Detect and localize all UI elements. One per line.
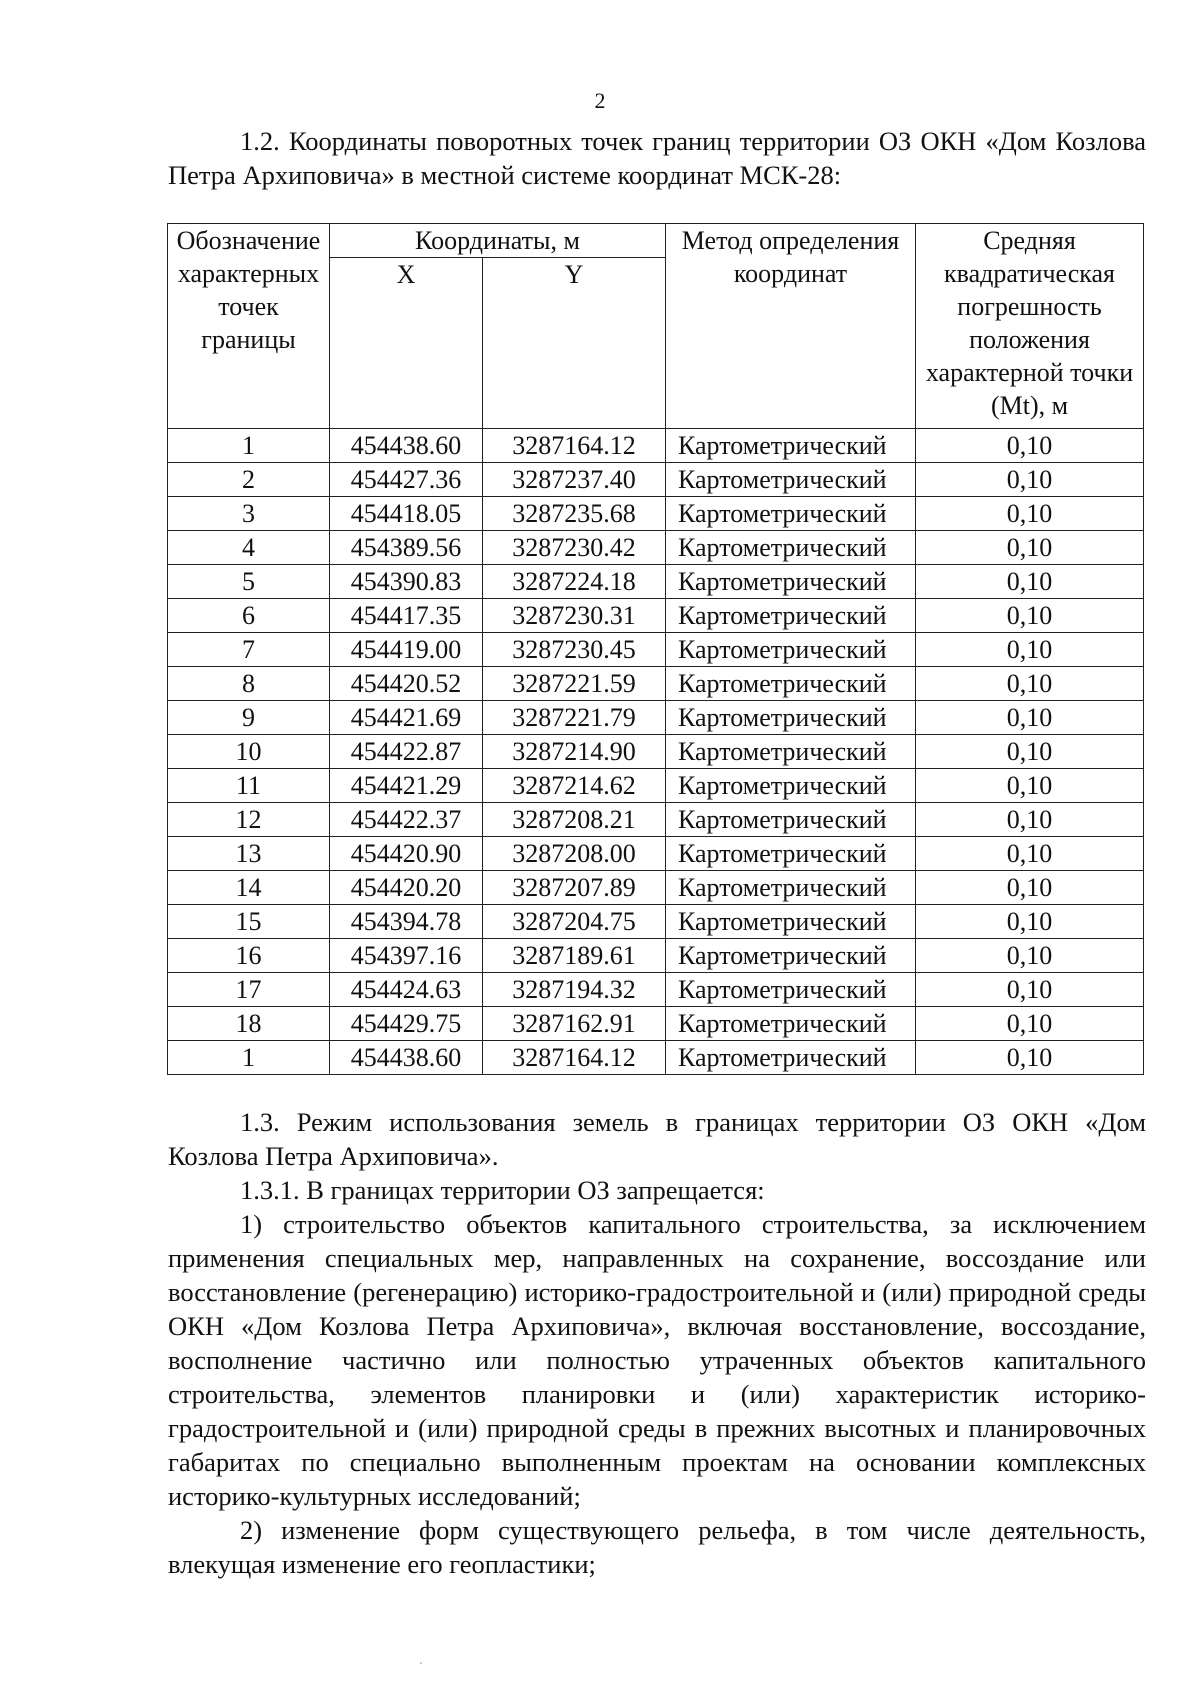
cell-y: 3287230.42 — [483, 531, 666, 565]
table-row — [168, 497, 1144, 531]
cell-y: 3287164.12 — [483, 429, 666, 463]
table-row — [168, 429, 1144, 463]
cell-x: 454420.20 — [330, 871, 483, 905]
cell-y: 3287207.89 — [483, 871, 666, 905]
table-row — [168, 599, 1144, 633]
table-body — [168, 429, 1144, 1075]
cell-x: 454424.63 — [330, 973, 483, 1007]
cell-y: 3287230.45 — [483, 633, 666, 667]
cell-x: 454438.60 — [330, 1041, 483, 1075]
cell-method: Картометрический — [666, 599, 916, 633]
cell-x: 454429.75 — [330, 1007, 483, 1041]
cell-x: 454418.05 — [330, 497, 483, 531]
cell-x: 454427.36 — [330, 463, 483, 497]
coordinates-table — [167, 223, 1144, 1075]
cell-y: 3287221.59 — [483, 667, 666, 701]
cell-method: Картометрический — [666, 769, 916, 803]
cell-y: 3287164.12 — [483, 1041, 666, 1075]
cell-point: 12 — [168, 803, 330, 837]
table-row — [168, 633, 1144, 667]
cell-y: 3287162.91 — [483, 1007, 666, 1041]
header-coordinates: Координаты, м — [330, 224, 666, 258]
cell-method: Картометрический — [666, 939, 916, 973]
table-row — [168, 769, 1144, 803]
table-row — [168, 837, 1144, 871]
cell-point: 10 — [168, 735, 330, 769]
cell-point: 11 — [168, 769, 330, 803]
cell-x: 454422.87 — [330, 735, 483, 769]
table-row — [168, 565, 1144, 599]
cell-method: Картометрический — [666, 667, 916, 701]
cell-x: 454419.00 — [330, 633, 483, 667]
cell-method: Картометрический — [666, 1007, 916, 1041]
table-row — [168, 1007, 1144, 1041]
cell-y: 3287208.00 — [483, 837, 666, 871]
cell-y: 3287204.75 — [483, 905, 666, 939]
cell-error: 0,10 — [916, 497, 1144, 531]
cell-y: 3287237.40 — [483, 463, 666, 497]
prohibition-item-2: 2) изменение форм существующего рельефа, в том числе деятельность, влекущая изменение его геопластики; — [168, 1515, 1146, 1579]
header-x: X — [330, 258, 483, 429]
cell-point: 16 — [168, 939, 330, 973]
cell-error: 0,10 — [916, 905, 1144, 939]
cell-y: 3287221.79 — [483, 701, 666, 735]
table-row — [168, 905, 1144, 939]
cell-error: 0,10 — [916, 1041, 1144, 1075]
cell-x: 454420.52 — [330, 667, 483, 701]
cell-point: 6 — [168, 599, 330, 633]
cell-x: 454421.69 — [330, 701, 483, 735]
cell-error: 0,10 — [916, 837, 1144, 871]
cell-point: 18 — [168, 1007, 330, 1041]
cell-error: 0,10 — [916, 871, 1144, 905]
cell-x: 454422.37 — [330, 803, 483, 837]
cell-x: 454397.16 — [330, 939, 483, 973]
cell-error: 0,10 — [916, 735, 1144, 769]
table-row — [168, 463, 1144, 497]
cell-y: 3287189.61 — [483, 939, 666, 973]
cell-y: 3287224.18 — [483, 565, 666, 599]
cell-x: 454394.78 — [330, 905, 483, 939]
cell-point: 4 — [168, 531, 330, 565]
cell-method: Картометрический — [666, 565, 916, 599]
cell-method: Картометрический — [666, 837, 916, 871]
cell-x: 454420.90 — [330, 837, 483, 871]
cell-method: Картометрический — [666, 633, 916, 667]
cell-error: 0,10 — [916, 1007, 1144, 1041]
cell-x: 454389.56 — [330, 531, 483, 565]
header-method: Метод определения координат — [666, 224, 916, 429]
cell-error: 0,10 — [916, 973, 1144, 1007]
cell-method: Картометрический — [666, 735, 916, 769]
table-row — [168, 1041, 1144, 1075]
prohibition-item-1: 1) строительство объектов капитального строительства, за исключением применения специальных мер, направленных на сохранение, воссоздание или восстановление (регенерацию) историко-градостроительной и (или) природной среды ОКН «Дом Козлова Петра Архиповича», включая восстановление, воссоздание, восполнение частично или полностью утраченных объектов капитального строительства, элементов планировки и (или) характеристик историко-градостроительной и (или) природной среды в прежних высотных и планировочных габаритах по специально выполненным проектам на основании комплексных историко-культурных исследований; — [168, 1209, 1146, 1511]
cell-method: Картометрический — [666, 871, 916, 905]
cell-error: 0,10 — [916, 565, 1144, 599]
cell-point: 3 — [168, 497, 330, 531]
cell-y: 3287230.31 — [483, 599, 666, 633]
cell-method: Картометрический — [666, 463, 916, 497]
cell-error: 0,10 — [916, 803, 1144, 837]
cell-point: 15 — [168, 905, 330, 939]
table-row — [168, 701, 1144, 735]
cell-point: 13 — [168, 837, 330, 871]
cell-error: 0,10 — [916, 769, 1144, 803]
cell-point: 8 — [168, 667, 330, 701]
cell-x: 454421.29 — [330, 769, 483, 803]
cell-y: 3287194.32 — [483, 973, 666, 1007]
cell-point: 9 — [168, 701, 330, 735]
cell-error: 0,10 — [916, 701, 1144, 735]
cell-method: Картометрический — [666, 1041, 916, 1075]
table-row — [168, 939, 1144, 973]
cell-x: 454417.35 — [330, 599, 483, 633]
header-y: Y — [483, 258, 666, 429]
cell-point: 2 — [168, 463, 330, 497]
cell-error: 0,10 — [916, 633, 1144, 667]
cell-method: Картометрический — [666, 497, 916, 531]
cell-error: 0,10 — [916, 531, 1144, 565]
cell-method: Картометрический — [666, 429, 916, 463]
table-row — [168, 667, 1144, 701]
table-row — [168, 803, 1144, 837]
cell-y: 3287214.90 — [483, 735, 666, 769]
scan-speck — [420, 1662, 422, 1664]
cell-error: 0,10 — [916, 667, 1144, 701]
cell-point: 14 — [168, 871, 330, 905]
header-error: Средняя квадратическая погрешность положения характерной точки (Mt), м — [916, 224, 1144, 429]
section-1-2-heading: 1.2. Координаты поворотных точек границ территории ОЗ ОКН «Дом Козлова Петра Архиповича» в местной системе координат МСК-28: — [168, 126, 1146, 190]
cell-x: 454390.83 — [330, 565, 483, 599]
cell-point: 5 — [168, 565, 330, 599]
cell-y: 3287208.21 — [483, 803, 666, 837]
section-1-3-heading: 1.3. Режим использования земель в границах территории ОЗ ОКН «Дом Козлова Петра Архиповича». — [168, 1107, 1146, 1171]
cell-error: 0,10 — [916, 463, 1144, 497]
table-row — [168, 531, 1144, 565]
table-row — [168, 735, 1144, 769]
header-point: Обозначение характерных точек границы — [168, 224, 330, 429]
cell-point: 17 — [168, 973, 330, 1007]
cell-y: 3287235.68 — [483, 497, 666, 531]
cell-error: 0,10 — [916, 939, 1144, 973]
cell-point: 7 — [168, 633, 330, 667]
cell-method: Картометрический — [666, 531, 916, 565]
cell-method: Картометрический — [666, 973, 916, 1007]
page-number: 2 — [594, 88, 606, 113]
cell-x: 454438.60 — [330, 429, 483, 463]
cell-method: Картометрический — [666, 905, 916, 939]
cell-point: 1 — [168, 429, 330, 463]
cell-method: Картометрический — [666, 701, 916, 735]
section-1-3-1-heading: 1.3.1. В границах территории ОЗ запрещается: — [240, 1175, 765, 1205]
cell-error: 0,10 — [916, 429, 1144, 463]
cell-method: Картометрический — [666, 803, 916, 837]
cell-point: 1 — [168, 1041, 330, 1075]
table-row — [168, 871, 1144, 905]
cell-y: 3287214.62 — [483, 769, 666, 803]
cell-error: 0,10 — [916, 599, 1144, 633]
table-row — [168, 973, 1144, 1007]
